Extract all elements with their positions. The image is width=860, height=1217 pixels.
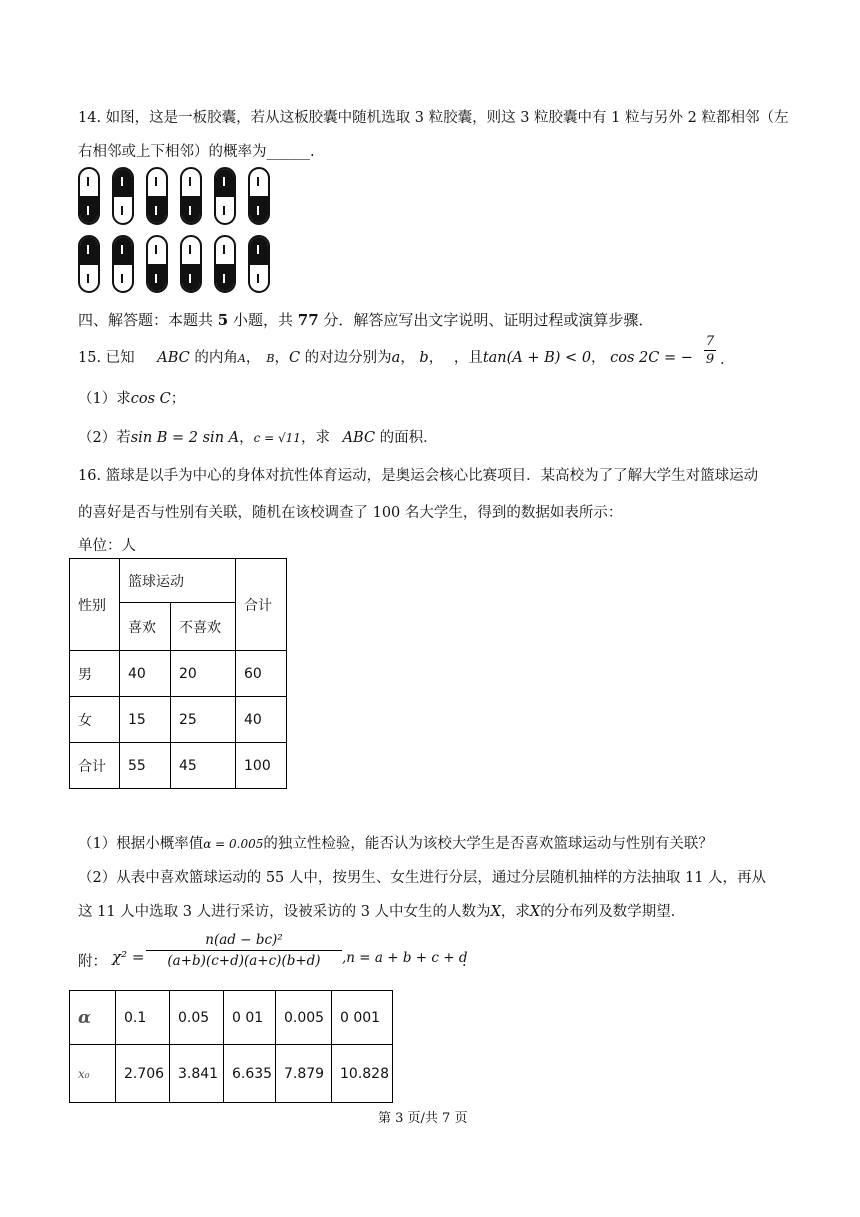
table-cell: 40 <box>120 651 171 697</box>
table-cell: 40 <box>236 697 287 743</box>
q16-part1: （1）根据小概率值α = 0.005的独立性检验，能否认为该校大学生是否喜欢篮球运动与性别有关联？ <box>78 836 713 852</box>
table-row <box>70 697 287 743</box>
table-cell: 男 <box>70 651 120 697</box>
capsule-icon <box>214 235 236 293</box>
header-total: 合计 <box>236 559 287 651</box>
table-cell: 女 <box>70 697 120 743</box>
appendix-label: 附： <box>78 954 107 970</box>
capsule-icon <box>146 167 168 225</box>
q16-text-line1: 16. 篮球是以手为中心的身体对抗性体育运动，是奥运会核心比赛项目．某高校为了了解大学生对篮球运动 <box>78 468 759 484</box>
table-cell: 6.635 <box>224 1045 276 1103</box>
table-cell: 3.841 <box>170 1045 224 1103</box>
q15-stem: 15. 已知 ABC 的内角A， B，C 的对边分别为a， b， ，且tan(A + B) < 0， cos 2C = − <box>78 350 693 366</box>
table-cell: 2.706 <box>116 1045 170 1103</box>
survey-table <box>69 558 287 789</box>
capsule-icon <box>112 167 134 225</box>
capsule-icon <box>248 167 270 225</box>
table-row <box>70 1045 393 1103</box>
formula-period: ． <box>462 954 477 970</box>
table-cell: 10.828 <box>332 1045 393 1103</box>
table-cell: 7.879 <box>276 1045 332 1103</box>
table-cell: 0.005 <box>276 991 332 1045</box>
capsule-icon <box>112 235 134 293</box>
q15-period: ． <box>720 352 735 368</box>
q16-text-line2: 的喜好是否与性别有关联，随机在该校调查了 100 名大学生，得到的数据如表所示： <box>78 505 623 521</box>
table-cell: 0.1 <box>116 991 170 1045</box>
capsule-icon <box>214 167 236 225</box>
q16-part2-line2: 这 11 人中选取 3 人进行采访，设被采访的 3 人中女生的人数为X，求X的分布列及数学期望． <box>78 904 686 920</box>
capsule-icon <box>248 235 270 293</box>
capsule-icon <box>180 167 202 225</box>
table-cell: 0 001 <box>332 991 393 1045</box>
table-row <box>70 743 287 789</box>
table-cell: 60 <box>236 651 287 697</box>
table-cell: 25 <box>171 697 236 743</box>
alpha-label: α <box>70 991 116 1045</box>
x0-label: x₀ <box>70 1045 116 1103</box>
q14-text-line2: 右相邻或上下相邻）的概率为______. <box>78 144 315 160</box>
section4-heading: 四、解答题：本题共 5 小题，共 77 分．解答应写出文字说明、证明过程或演算步骤． <box>78 311 654 329</box>
capsule-icon <box>78 235 100 293</box>
q14-text-line1: 14. 如图，这是一板胶囊，若从这板胶囊中随机选取 3 粒胶囊，则这 3 粒胶囊中有 1 粒与另外 2 粒都相邻（左 <box>78 110 789 126</box>
header-like: 喜欢 <box>120 603 171 651</box>
critical-value-table <box>69 990 393 1103</box>
table-cell: 0 01 <box>224 991 276 1045</box>
q15-fraction: 7 9 <box>705 334 715 367</box>
table-row <box>70 651 287 697</box>
n-definition: ,n = a + b + c + d <box>342 950 468 966</box>
q15-part2: （2）若sin B = 2 sin A，c = √11，求 ABC 的面积． <box>78 430 438 446</box>
header-dislike: 不喜欢 <box>171 603 236 651</box>
chi-square-formula: n(ad − bc)² (a+b)(c+d)(a+c)(b+d) <box>146 932 342 969</box>
table-cell: 15 <box>120 697 171 743</box>
capsule-icon <box>146 235 168 293</box>
table-cell: 合计 <box>70 743 120 789</box>
table-cell: 20 <box>171 651 236 697</box>
q16-part2-line1: （2）从表中喜欢篮球运动的 55 人中，按男生、女生进行分层，通过分层随机抽样的方法抽取 11 人，再从 <box>78 870 767 886</box>
q16-unit: 单位：人 <box>78 538 136 554</box>
header-gender: 性别 <box>70 559 120 651</box>
table-cell: 55 <box>120 743 171 789</box>
table-cell: 100 <box>236 743 287 789</box>
table-row <box>70 991 393 1045</box>
capsule-icon <box>78 167 100 225</box>
chi-square-symbol: χ² = <box>112 948 145 966</box>
header-basketball: 篮球运动 <box>120 559 236 603</box>
q15-part1: （1）求cos C； <box>78 391 186 407</box>
capsule-icon <box>180 235 202 293</box>
page-footer: 第 3 页/共 7 页 <box>378 1111 468 1126</box>
table-cell: 45 <box>171 743 236 789</box>
table-cell: 0.05 <box>170 991 224 1045</box>
